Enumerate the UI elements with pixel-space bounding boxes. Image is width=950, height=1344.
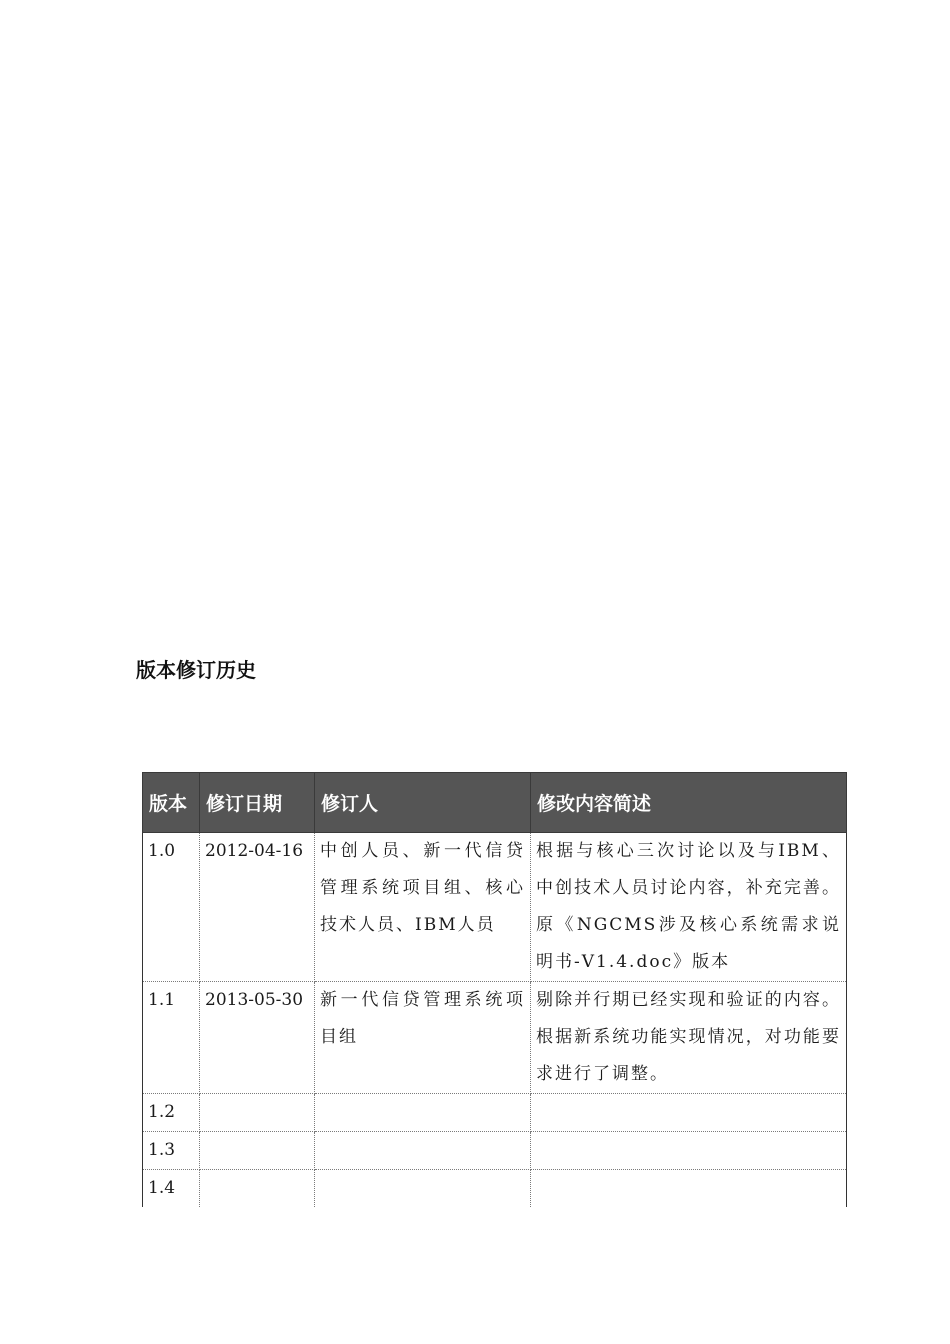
cell-reviser [315,1094,531,1132]
cell-reviser: 新一代信贷管理系统项目组 [315,982,531,1094]
table-row [143,1170,847,1208]
cell-date [200,1132,315,1170]
cell-reviser [315,1170,531,1208]
table-header-row [143,773,847,833]
cell-reviser [315,1132,531,1170]
cell-date: 2013-05-30 [200,982,315,1094]
cell-summary: 根据与核心三次讨论以及与IBM、中创技术人员讨论内容，补充完善。原《NGCMS涉及核心系统需求说明书-V1.4.doc》版本 [531,833,847,982]
cell-summary [531,1132,847,1170]
header-reviser: 修订人 [315,773,531,833]
cell-date: 2012-04-16 [200,833,315,982]
cell-reviser: 中创人员、新一代信贷管理系统项目组、核心技术人员、IBM人员 [315,833,531,982]
header-version: 版本 [143,773,200,833]
cell-version: 1.0 [143,833,200,982]
page-title: 版本修订历史 [136,658,256,682]
table-row [143,1094,847,1132]
cell-summary [531,1170,847,1208]
table-row [143,833,847,982]
table-row [143,982,847,1094]
cell-version: 1.3 [143,1132,200,1170]
cell-summary [531,1094,847,1132]
header-date: 修订日期 [200,773,315,833]
cell-version: 1.4 [143,1170,200,1208]
table-row [143,1132,847,1170]
header-summary: 修改内容简述 [531,773,847,833]
revision-history-table [142,772,847,1207]
cell-version: 1.2 [143,1094,200,1132]
cell-summary: 剔除并行期已经实现和验证的内容。根据新系统功能实现情况，对功能要求进行了调整。 [531,982,847,1094]
cell-date [200,1094,315,1132]
cell-version: 1.1 [143,982,200,1094]
cell-date [200,1170,315,1208]
